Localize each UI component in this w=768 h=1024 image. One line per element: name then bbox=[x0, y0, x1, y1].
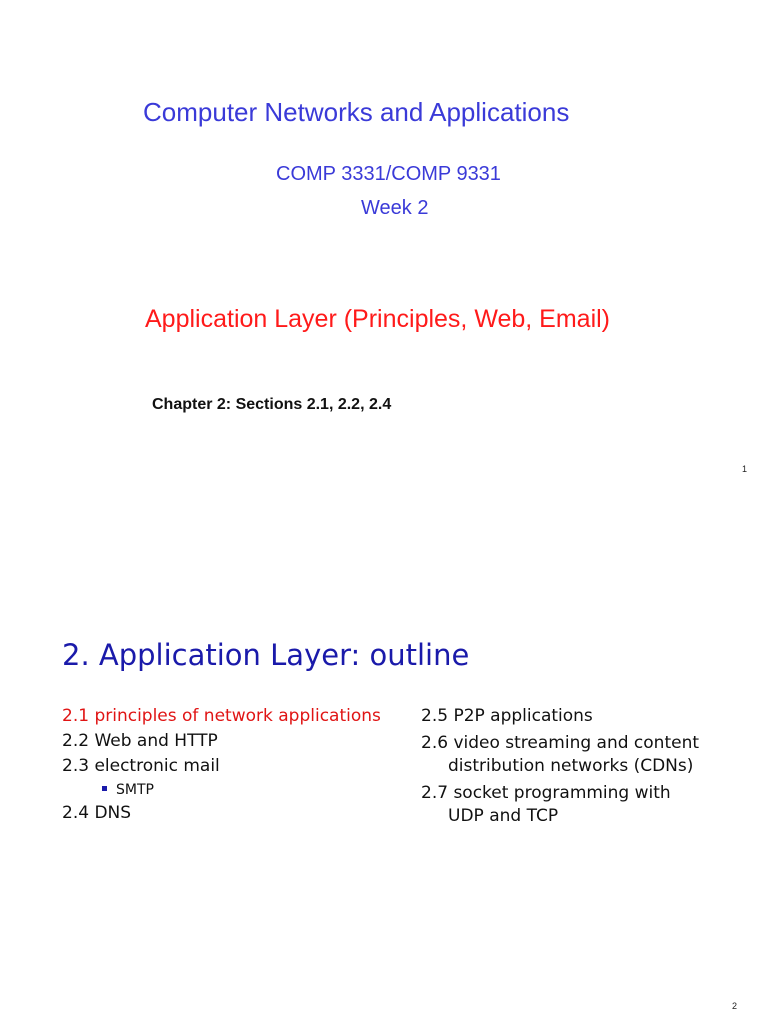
outline-subitem-label: SMTP bbox=[116, 782, 154, 798]
chapter-reference: Chapter 2: Sections 2.1, 2.2, 2.4 bbox=[152, 396, 392, 413]
outline-left-column bbox=[62, 704, 407, 826]
outline-item: 2.6 video streaming and content bbox=[421, 733, 700, 753]
slide-2 bbox=[0, 512, 768, 1024]
outline-item: 2.4 DNS bbox=[62, 803, 132, 823]
outline-right-column bbox=[421, 704, 751, 829]
outline-item-continuation: distribution networks (CDNs) bbox=[448, 756, 694, 776]
slide-title: Computer Networks and Applications bbox=[143, 97, 570, 127]
outline-item: 2.5 P2P applications bbox=[421, 706, 593, 726]
slide-subtitle: Application Layer (Principles, Web, Email) bbox=[145, 305, 611, 333]
week-label: Week 2 bbox=[361, 197, 429, 219]
outline-item-continuation: UDP and TCP bbox=[448, 806, 559, 826]
outline-title: 2. Application Layer: outline bbox=[62, 638, 470, 672]
outline-subitem bbox=[62, 779, 407, 801]
outline-item: 2.2 Web and HTTP bbox=[62, 731, 218, 751]
outline-item: 2.1 principles of network applications bbox=[62, 706, 381, 726]
square-bullet-icon bbox=[102, 786, 107, 791]
outline-item: 2.3 electronic mail bbox=[62, 756, 220, 776]
outline-item: 2.7 socket programming with bbox=[421, 783, 671, 803]
page-number: 1 bbox=[742, 464, 748, 474]
course-code: COMP 3331/COMP 9331 bbox=[276, 163, 501, 185]
page-number: 2 bbox=[732, 1001, 738, 1011]
